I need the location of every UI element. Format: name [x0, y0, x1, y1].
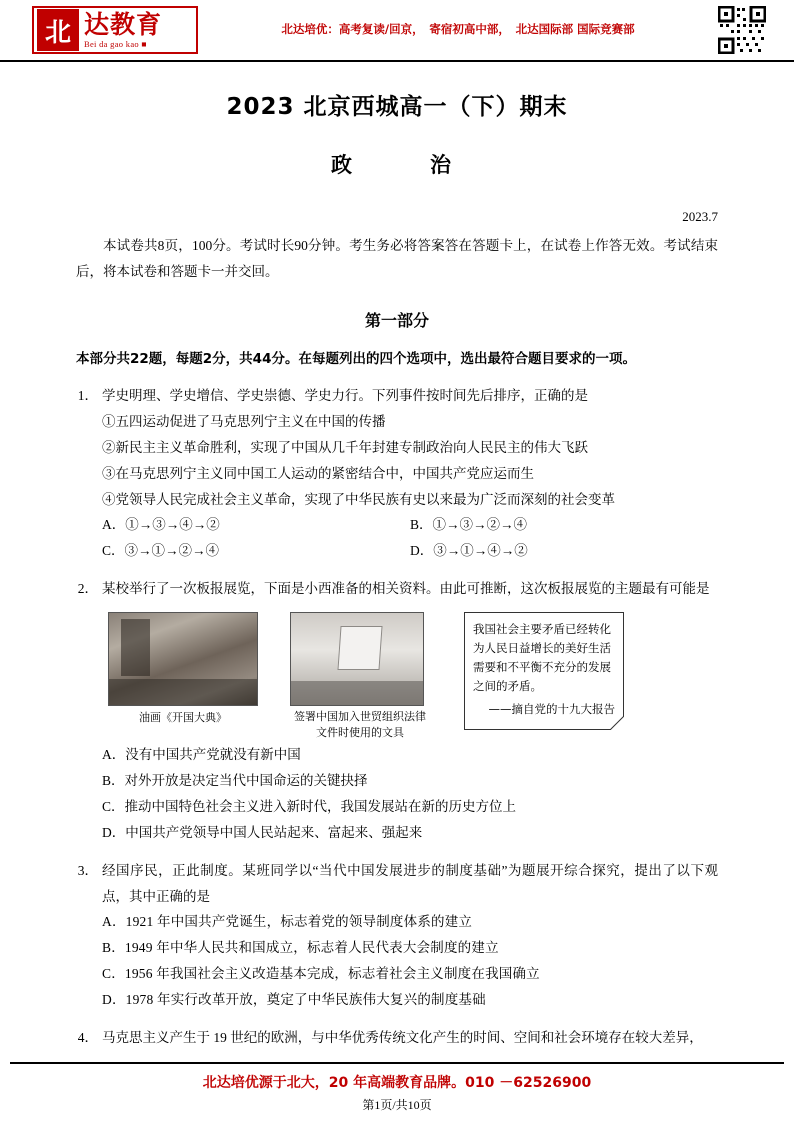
- question-1-option-b[interactable]: B．①→③→②→④: [410, 517, 528, 533]
- question-4: [76, 1025, 718, 1051]
- question-3-text: 经国序民，正此制度。某班同学以“当代中国发展进步的制度基础”为题展开综合探究，提出了以下观点，其中正确的是: [102, 862, 718, 904]
- question-1-sub-1: ①五四运动促进了马克思列宁主义在中国的传播: [102, 413, 386, 429]
- question-3: [76, 858, 718, 1013]
- folded-corner-icon: [610, 716, 624, 730]
- subject-title: 政 治: [331, 153, 463, 177]
- logo-text: [82, 9, 163, 49]
- qr-code-icon: [718, 6, 766, 54]
- part-one-title: 第一部分: [364, 310, 429, 330]
- figure-2-caption: 签署中国加入世贸组织法律文件时使用的文具: [294, 711, 426, 740]
- question-1-number: 1．: [77, 387, 98, 403]
- question-2-text: 某校举行了一次板报展览，下面是小西准备的相关资料。由此可推断，这次板报展览的主题最有可能是: [102, 581, 710, 597]
- question-1-text: 学史明理、学史增信、学史崇德、学史力行。下列事件按时间先后排序，正确的是: [102, 387, 588, 403]
- figure-founding-ceremony: [108, 612, 258, 727]
- figure-1-caption: 油画《开国大典》: [139, 712, 227, 725]
- question-2-option-c[interactable]: C．推动中国特色社会主义进入新时代，我国发展站在新的历史方位上: [102, 798, 517, 814]
- wto-signing-pen-image: [290, 612, 424, 706]
- question-2-option-a[interactable]: A．没有中国共产党就没有新中国: [102, 747, 301, 763]
- page-header: [0, 0, 794, 62]
- question-1: [76, 383, 718, 564]
- question-2: [76, 576, 718, 845]
- question-1-sub-3: ③在马克思列宁主义同中国工人运动的紧密结合中，中国共产党应运而生: [102, 465, 534, 481]
- brand-logo: [32, 6, 198, 54]
- page-footer: [0, 1062, 794, 1123]
- question-4-stem: [76, 1025, 718, 1051]
- question-3-option-d[interactable]: D．1978 年实行改革开放，奠定了中华民族伟大复兴的制度基础: [102, 992, 486, 1008]
- exam-date: 2023.7: [682, 209, 718, 224]
- logo-pinyin: Bei da gao kao ■: [84, 38, 147, 49]
- question-2-option-b[interactable]: B．对外开放是决定当代中国命运的关键抉择: [102, 772, 368, 788]
- question-1-option-a[interactable]: A．①→③→④→②: [102, 517, 220, 533]
- question-3-option-b[interactable]: B．1949 年中华人民共和国成立，标志着人民代表大会制度的建立: [102, 940, 499, 956]
- question-2-number: 2．: [77, 581, 98, 597]
- question-3-stem: [76, 858, 718, 910]
- footer-slogan: 北达培优源于北大，20 年高端教育品牌。010 －62526900: [202, 1075, 592, 1091]
- question-2-quote-card: [464, 612, 624, 730]
- question-3-option-a[interactable]: A．1921 年中国共产党诞生，标志着党的领导制度体系的建立: [102, 914, 473, 930]
- question-1-option-c[interactable]: C．③→①→②→④: [102, 543, 220, 559]
- page-title: 2023 北京西城高一（下）期末: [226, 94, 568, 120]
- question-1-option-d[interactable]: D．③→①→④→②: [410, 543, 528, 559]
- exam-instructions: 本试卷共8页，100分。考试时长90分钟。考生务必将答案答在答题卡上，在试卷上作答无效。考试结束后，将本试卷和答题卡一并交回。: [76, 238, 718, 280]
- quote-text: 我国社会主要矛盾已经转化为人民日益增长的美好生活需要和不平衡不充分的发展之间的矛盾。: [473, 622, 611, 694]
- question-3-number: 3．: [77, 862, 98, 878]
- question-1-sub-2: ②新民主主义革命胜利，实现了中国从几千年封建专制政治向人民民主的伟大飞跃: [102, 439, 588, 455]
- question-1-sub-4: ④党领导人民完成社会主义革命，实现了中华民族有史以来最为广泛而深刻的社会变革: [102, 491, 615, 507]
- part-one-description: 本部分共22题，每题2分，共44分。在每题列出的四个选项中，选出最符合题目要求的一项。: [76, 350, 636, 367]
- paper-body: [0, 233, 794, 1051]
- question-1-options-row-2: [102, 538, 718, 564]
- logo-chinese-name: 达教育: [84, 9, 163, 39]
- header-slogan: 北达培优：高考复读/回京， 寄宿初高中部， 北达国际部 国际竞赛部: [281, 22, 635, 37]
- question-2-stem: [76, 576, 718, 602]
- painting-founding-ceremony-image: [108, 612, 258, 706]
- question-4-text: 马克思主义产生于 19 世纪的欧洲，与中华优秀传统文化产生的时间、空间和社会环境存在较大差异，: [102, 1030, 703, 1046]
- figure-wto-signing: [290, 612, 430, 742]
- question-1-stem: [76, 383, 718, 409]
- logo-mark-icon: 北: [37, 9, 79, 51]
- question-4-number: 4．: [77, 1030, 98, 1046]
- question-2-option-d[interactable]: D．中国共产党领导中国人民站起来、富起来、强起来: [102, 824, 423, 840]
- page-number: 第1页/共10页: [362, 1098, 432, 1112]
- question-1-options-row-1: [102, 512, 718, 538]
- question-3-option-c[interactable]: C．1956 年我国社会主义改造基本完成，标志着社会主义制度在我国确立: [102, 966, 540, 982]
- question-2-figures: [102, 612, 718, 742]
- quote-source: ——摘自党的十九大报告: [488, 702, 615, 717]
